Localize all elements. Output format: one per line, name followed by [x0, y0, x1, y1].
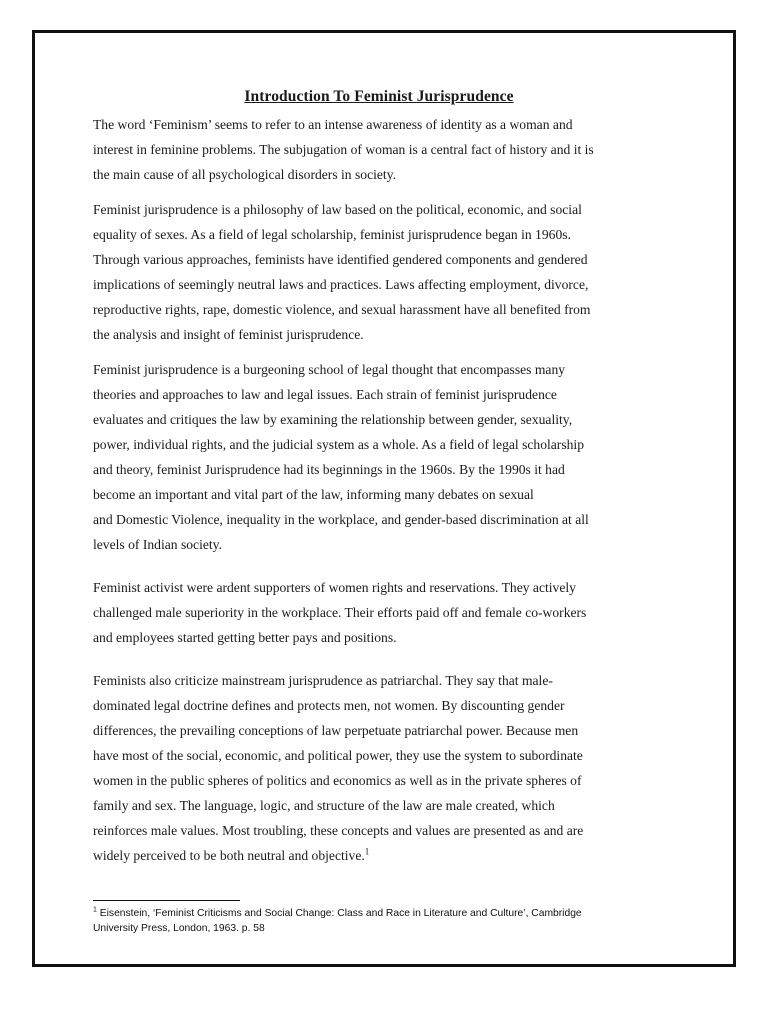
document-body: [93, 88, 665, 878]
footnote-text: Eisenstein, ‘Feminist Criticisms and Social Change: Class and Race in Literature and Culture’, Cambridge University Press, London, 1963. p. 58: [93, 908, 582, 934]
paragraph-3: Feminist jurisprudence is a burgeoning school of legal thought that encompasses many theories and approaches to law and legal issues. Each strain of feminist jurisprudence evaluates and critiques the law by examining the relationship between gender, sexuality, power, individual rights, and the judicial system as a whole. As a field of legal scholarship and theory, feminist Jurisprudence had its beginnings in the 1960s. By the 1990s it had become an important and vital part of the law, informing many debates on sexual and Domestic Violence, inequality in the workplace, and gender-based discrimination at all levels of Indian society.: [93, 362, 589, 552]
footnote: [93, 906, 673, 936]
paragraph-5: [93, 668, 665, 868]
paragraph-5-text: Feminists also criticize mainstream jurisprudence as patriarchal. They say that male- dominated legal doctrine defines and protects men, not women. By discounting gender differences, the prevailing conceptions of law perpetuate patriarchal power. Because men have most of the social, economic, and political power, they use the system to subordinate women in the public spheres of politics and economics as well as in the private spheres of family and sex. The language, logic, and structure of the law are male created, which reinforces male values. Most troubling, these concepts and values are presented as and are widely perceived to be both neutral and objective.: [93, 673, 584, 863]
footnote-number: 1: [93, 906, 97, 914]
footnote-reference[interactable]: 1: [364, 846, 370, 857]
paragraph-4: Feminist activist were ardent supporters of women rights and reservations. They actively challenged male superiority in the workplace. Their efforts paid off and female co-workers and employees started getting better pays and positions.: [93, 580, 587, 645]
footnote-separator: [93, 900, 240, 901]
document-title: Introduction To Feminist Jurisprudence: [244, 88, 514, 105]
paragraph-1: The word ‘Feminism’ seems to refer to an intense awareness of identity as a woman and interest in feminine problems. The subjugation of woman is a central fact of history and it is the main cause of all psychological disorders in society.: [93, 117, 594, 182]
paragraph-2: Feminist jurisprudence is a philosophy of law based on the political, economic, and social equality of sexes. As a field of legal scholarship, feminist jurisprudence began in 1960s. Through various approaches, feminists have identified gendered components and gendered implications of seemingly neutral laws and practices. Laws affecting employment, divorce, reproductive rights, rape, domestic violence, and sexual harassment have all benefited from the analysis and insight of feminist jurisprudence.: [93, 202, 591, 342]
